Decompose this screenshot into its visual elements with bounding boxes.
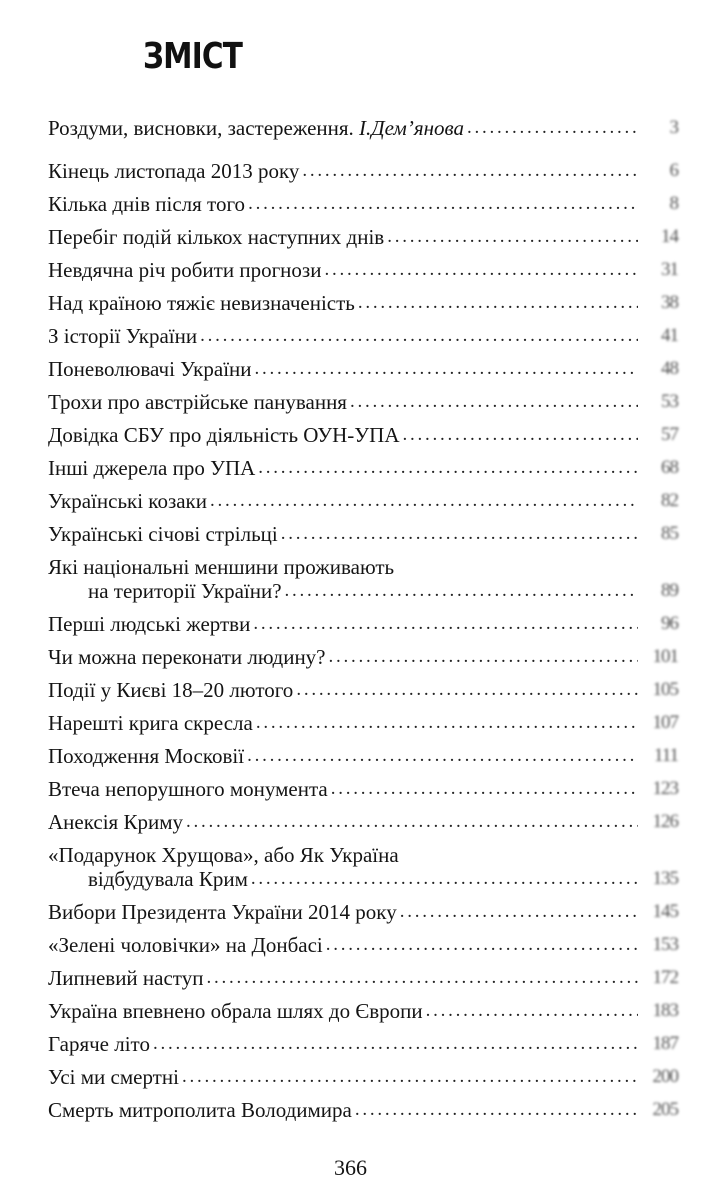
toc-entry-title-text: Гаряче літо (48, 1032, 150, 1056)
dot-leader (248, 192, 638, 216)
toc-entry-title (48, 678, 293, 702)
toc-entry-title (48, 159, 299, 183)
toc-page-number: 48 (661, 358, 678, 379)
toc-entry-title (48, 291, 355, 315)
toc-entry (48, 900, 678, 924)
toc-entry (48, 291, 678, 315)
toc-entry-title-text: Над країною тяжіє невизначеність (48, 291, 355, 315)
toc-entry-title-text: Довідка СБУ про діяльність ОУН-УПА (48, 423, 400, 447)
toc-page-number: 31 (661, 259, 678, 280)
toc-page-number: 96 (661, 613, 678, 634)
toc-page-number: 85 (661, 523, 678, 544)
dot-leader (285, 579, 638, 603)
contents-heading: ЗМІСТ (143, 36, 243, 77)
toc-entry (48, 390, 678, 414)
toc-entry-title-line1: «Подарунок Хрущова», або Як Україна (48, 843, 399, 867)
dot-leader (186, 810, 638, 834)
dot-leader (350, 390, 638, 414)
toc-entry-title (48, 933, 323, 957)
toc-page-number: 135 (652, 868, 678, 889)
toc-entry-title-text: Нарешті крига скресла (48, 711, 253, 735)
dot-leader (329, 645, 638, 669)
toc-entry (48, 777, 678, 801)
toc-entry-title-line2: відбудувала Крим (88, 867, 248, 891)
toc-entry-title (48, 966, 203, 990)
toc-entry-title-text: Трохи про австрійське панування (48, 390, 347, 414)
toc-page-number: 8 (669, 193, 678, 214)
toc-entry (48, 555, 678, 603)
toc-page-number: 107 (652, 712, 678, 733)
toc-entry-title (48, 357, 252, 381)
toc-entry-title (48, 999, 423, 1023)
toc-entry-title-text: Перебіг подій кількох наступних днів (48, 225, 385, 249)
toc-entry-title (48, 522, 278, 546)
toc-entry-title-text: Смерть митрополита Володимира (48, 1098, 352, 1122)
toc-page-number: 101 (652, 646, 678, 667)
toc-entry (48, 456, 678, 480)
toc-page-number: 89 (661, 580, 678, 601)
toc-entry (48, 933, 678, 957)
toc-page-number: 3 (669, 117, 678, 138)
dot-leader (153, 1032, 638, 1056)
toc-entry-title-text: Чи можна переконати людину? (48, 645, 326, 669)
toc-entry-title (48, 645, 326, 669)
toc-page-number: 82 (661, 490, 678, 511)
toc-entry-title-text: Україна впевнено обрала шлях до Європи (48, 999, 423, 1023)
toc-entry-title-text: Роздуми, висновки, застереження. (48, 116, 360, 140)
toc-page-number: 123 (652, 778, 678, 799)
dot-leader (253, 612, 638, 636)
dot-leader (247, 744, 638, 768)
toc-entry-title (48, 116, 464, 140)
toc-entry-title-text: Втеча непорушного монумента (48, 777, 328, 801)
toc-entry (48, 116, 678, 140)
toc-entry-author: І.Дем’янова (359, 116, 464, 140)
toc-page-number: 38 (661, 292, 678, 313)
toc-entry (48, 711, 678, 735)
page-number: 366 (334, 1155, 367, 1180)
toc-entry-title-line1: Які національні меншини проживають (48, 555, 395, 579)
toc-entry-title-text: Кілька днів після того (48, 192, 246, 216)
toc-page-number: 183 (652, 1000, 678, 1021)
dot-leader (258, 456, 638, 480)
dot-leader (182, 1065, 638, 1089)
toc-entry-title (48, 777, 328, 801)
toc-entry (48, 489, 678, 513)
dot-leader (251, 867, 638, 891)
dot-leader (426, 999, 638, 1023)
dot-leader (200, 324, 638, 348)
dot-leader (296, 678, 638, 702)
toc-entry-title (48, 192, 245, 216)
toc-entry-title-text: Анексія Криму (48, 810, 184, 834)
toc-entry-title (48, 1065, 179, 1089)
toc-entry-title-text: Вибори Президента України 2014 року (48, 900, 397, 924)
table-of-contents (48, 107, 678, 1122)
toc-entry-title-text: Кінець листопада 2013 року (48, 159, 300, 183)
toc-entry (48, 744, 678, 768)
dot-leader (324, 258, 638, 282)
toc-entry-title-text: Невдячна річ робити прогнози (48, 258, 322, 282)
toc-entry-title (48, 225, 384, 249)
toc-page-number: 14 (661, 226, 678, 247)
toc-entry-title (48, 810, 183, 834)
toc-page-number: 111 (653, 745, 678, 766)
toc-entry (48, 966, 678, 990)
toc-entry (48, 522, 678, 546)
toc-entry-title-text: З історії України (48, 324, 198, 348)
toc-entry (48, 645, 678, 669)
dot-leader (403, 423, 639, 447)
toc-entry-title (48, 1098, 352, 1122)
dot-leader (206, 966, 638, 990)
toc-entry-title (48, 900, 397, 924)
toc-page-number: 53 (661, 391, 678, 412)
toc-entry-title (48, 324, 197, 348)
toc-entry-title-text: Липневий наступ (48, 966, 204, 990)
toc-entry (48, 843, 678, 891)
toc-entry-title (48, 390, 347, 414)
dot-leader (358, 291, 638, 315)
dot-leader (355, 1098, 638, 1122)
toc-entry-title-text: Українські січові стрільці (48, 522, 278, 546)
dot-leader (400, 900, 638, 924)
toc-entry-title-line2: на території України? (88, 579, 282, 603)
toc-entry-title (48, 711, 253, 735)
toc-entry-title-text: Усі ми смертні (48, 1065, 179, 1089)
toc-entry-title-text: Українські козаки (48, 489, 207, 513)
toc-entry-title-text: Інші джерела про УПА (48, 456, 256, 480)
toc-page-number: 205 (652, 1099, 678, 1120)
toc-entry (48, 678, 678, 702)
dot-leader (331, 777, 638, 801)
toc-entry (48, 423, 678, 447)
toc-entry (48, 225, 678, 249)
dot-leader (255, 357, 638, 381)
toc-entry (48, 612, 678, 636)
toc-entry (48, 258, 678, 282)
toc-entry (48, 810, 678, 834)
toc-entry-title (48, 489, 207, 513)
toc-entry-title-line2-row (48, 579, 678, 603)
toc-entry-title (48, 423, 400, 447)
toc-entry (48, 192, 678, 216)
toc-entry-title (48, 612, 250, 636)
toc-page-number: 41 (661, 325, 678, 346)
toc-entry-title (48, 744, 244, 768)
toc-entry-title-text: Походження Московії (48, 744, 245, 768)
dot-leader (256, 711, 638, 735)
toc-entry (48, 1032, 678, 1056)
dot-leader (387, 225, 638, 249)
toc-entry-title (48, 456, 255, 480)
dot-leader (210, 489, 638, 513)
toc-entry (48, 159, 678, 183)
toc-entry-title-text: Перші людські жертви (48, 612, 251, 636)
toc-entry (48, 1098, 678, 1122)
toc-entry-title-text: Події у Києві 18–20 лютого (48, 678, 294, 702)
toc-entry (48, 1065, 678, 1089)
toc-page-number: 126 (652, 811, 678, 832)
dot-leader (281, 522, 638, 546)
toc-entry (48, 999, 678, 1023)
toc-entry-title (48, 258, 321, 282)
toc-entry (48, 357, 678, 381)
toc-entry (48, 324, 678, 348)
toc-page-number: 187 (652, 1033, 678, 1054)
dot-leader (302, 159, 638, 183)
toc-page-number: 172 (652, 967, 678, 988)
toc-entry-title-text: Поневолювачі України (48, 357, 252, 381)
toc-entry-title-line2-row (48, 867, 678, 891)
toc-page-number: 105 (652, 679, 678, 700)
dot-leader (467, 116, 638, 140)
toc-page-number: 200 (652, 1066, 678, 1087)
toc-entry-title (48, 1032, 150, 1056)
toc-page-number: 145 (652, 901, 678, 922)
toc-page-number: 57 (661, 424, 678, 445)
toc-page-number: 68 (661, 457, 678, 478)
toc-entry-title-text: «Зелені чоловічки» на Донбасі (48, 933, 323, 957)
toc-page-number: 153 (652, 934, 678, 955)
dot-leader (326, 933, 638, 957)
toc-page-number: 6 (669, 160, 678, 181)
